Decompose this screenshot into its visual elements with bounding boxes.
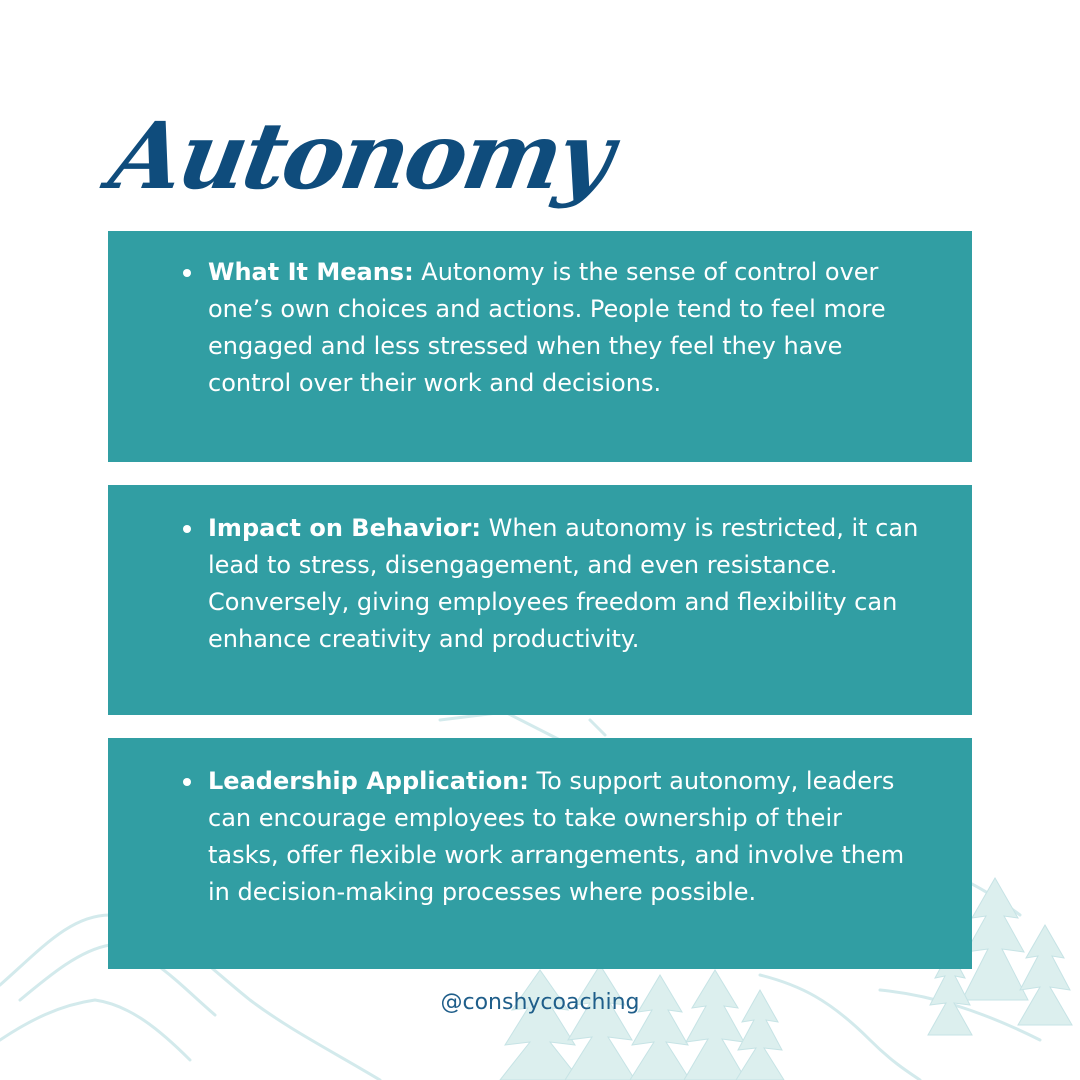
list-item	[208, 254, 920, 402]
card-label: What It Means:	[208, 258, 414, 286]
card-what-it-means	[108, 231, 972, 462]
bullet-icon	[183, 525, 191, 533]
card-text: To support autonomy, leaders can encourage employees to take ownership of their tasks, offer flexible work arrangements, and involve them in decision-making processes where possible.	[208, 767, 905, 906]
bullet-icon	[183, 269, 191, 277]
card-label: Leadership Application:	[208, 767, 529, 795]
list-item	[208, 510, 920, 658]
card-label: Impact on Behavior:	[208, 514, 481, 542]
card-text: When autonomy is restricted, it can lead to stress, disengagement, and even resistance. Conversely, giving employees freedom and flexibility can enhance creativity and productivity.	[208, 514, 919, 653]
card-leadership-application	[108, 738, 972, 969]
social-handle: @conshycoaching	[440, 990, 640, 1015]
bullet-icon	[183, 778, 191, 786]
card-text: Autonomy is the sense of control over one’s own choices and actions. People tend to feel more engaged and less stressed when they feel they have control over their work and decisions.	[208, 258, 886, 397]
list-item	[208, 763, 920, 911]
page-title: Autonomy	[102, 102, 619, 210]
card-impact-on-behavior	[108, 485, 972, 715]
